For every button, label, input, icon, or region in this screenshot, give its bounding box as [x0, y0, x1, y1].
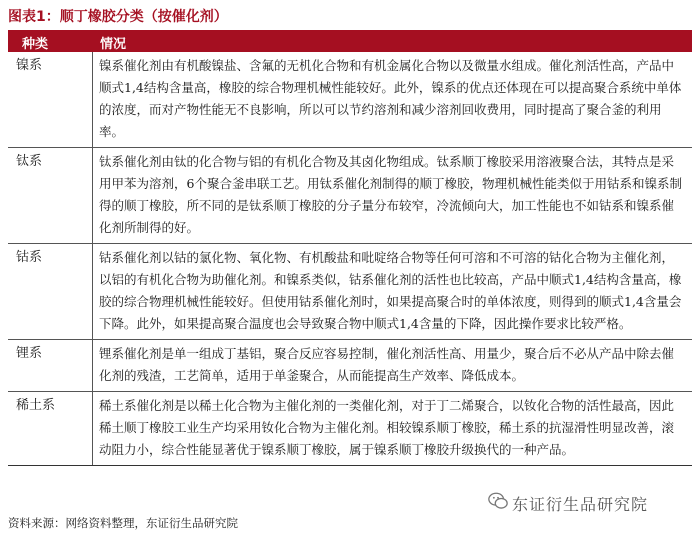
row-category: 钴系: [8, 244, 93, 340]
figure-title: 图表1：顺丁橡胶分类（按催化剂）: [8, 9, 228, 25]
row-category: 锂系: [8, 340, 93, 392]
table-row: [8, 392, 692, 466]
watermark: 东证衍生品研究院: [512, 495, 649, 514]
row-description: 稀土系催化剂是以稀土化合物为主催化剂的一类催化剂，对于丁二烯聚合，以钕化合物的活性最高，因此稀土顺丁橡胶工业生产均采用钕化合物为主催化剂。相较镍系顺丁橡胶，稀土系的抗湿滑性明显改善，滚动阻力小，综合性能显著优于镍系顺丁橡胶，属于镍系顺丁橡胶升级换代的一种产品。: [93, 392, 693, 466]
header-description: 情况: [100, 37, 127, 52]
wechat-icon: [487, 490, 509, 512]
row-category: 镍系: [8, 52, 93, 148]
row-description: 钴系催化剂以钴的氯化物、氧化物、有机酸盐和吡啶络合物等任何可溶和不可溶的钴化合物为主催化剂，以铝的有机化合物为助催化剂。和镍系类似，钴系催化剂的活性也比较高，产品中顺式1,4结构含量高，橡胶的综合物理机械性能较好。但使用钴系催化剂时，如果提高聚合时的单体浓度，则得到的顺式1,4含量会下降。此外，如果提高聚合温度也会导致聚合物中顺式1,4含量的下降，因此操作要求比较严格。: [93, 244, 693, 340]
table-row: [8, 244, 692, 340]
row-category: 稀土系: [8, 392, 93, 466]
table-row: [8, 340, 692, 392]
header-category: 种类: [22, 37, 49, 52]
row-description: 镍系催化剂由有机酸镍盐、含氟的无机化合物和有机金属化合物以及微量水组成。催化剂活性高，产品中顺式1,4结构含量高，橡胶的综合物理机械性能较好。此外，镍系的优点还体现在可以提高聚合系统中单体的浓度，而对产物性能无不良影响，所以可以节约溶剂和减少溶剂回收费用，同时提高了聚合釜的利用率。: [93, 52, 693, 148]
row-description: 锂系催化剂是单一组成丁基铝，聚合反应容易控制，催化剂活性高、用量少，聚合后不必从产品中除去催化剂的残渣，工艺简单，适用于单釜聚合，从而能提高生产效率、降低成本。: [93, 340, 693, 392]
row-category: 钛系: [8, 148, 93, 244]
source-note: 资料来源：网络资料整理，东证衍生品研究院: [8, 516, 238, 530]
table-header: [8, 30, 692, 52]
catalyst-table: [8, 52, 692, 466]
table-row: [8, 52, 692, 148]
table-row: [8, 148, 692, 244]
row-description: 钛系催化剂由钛的化合物与铝的有机化合物及其卤化物组成。钛系顺丁橡胶采用溶液聚合法，其特点是采用甲苯为溶剂，6个聚合釜串联工艺。用钛系催化剂制得的顺丁橡胶，物理机械性能类似于用钴系和镍系制得的顺丁橡胶，所不同的是钛系顺丁橡胶的分子量分布较窄，冷流倾向大，加工性能也不如钴系和镍系催化剂所制得的好。: [93, 148, 693, 244]
